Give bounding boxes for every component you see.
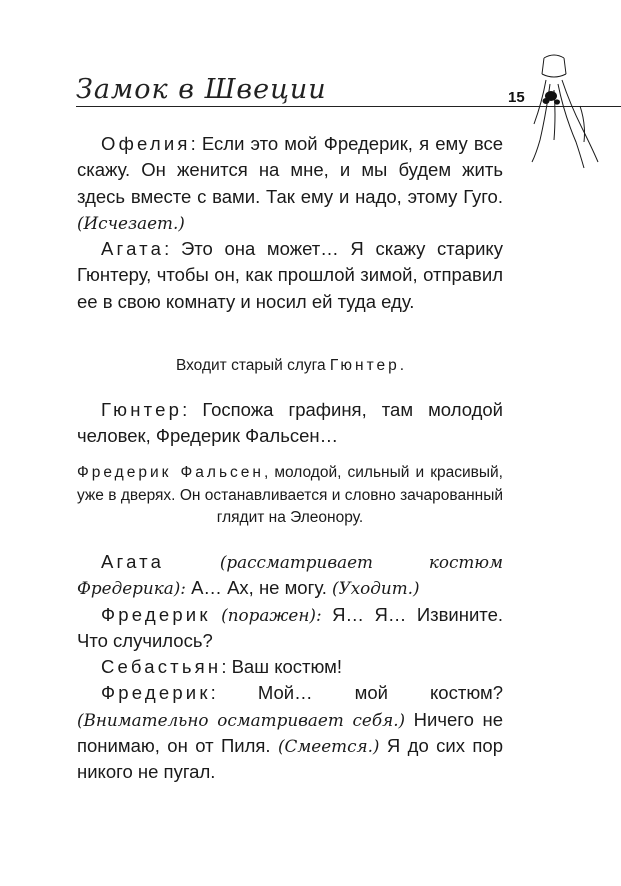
speech-text: Я до сих пор никого не пугал. <box>77 735 504 783</box>
speaker-name: Фредерик <box>101 603 211 625</box>
speech-text: : Ваш костюм! <box>221 656 343 678</box>
speech-text: Ничего не понимаю, он от Пиля. <box>77 708 503 757</box>
speech-text: : Мой… мой костюм? <box>210 682 503 704</box>
speaker-name: Офелия <box>101 133 191 154</box>
dialogue-middle <box>77 397 503 450</box>
speaker-name: Агата <box>101 238 165 260</box>
speech-text: : Госпожа графиня, там молодой человек, Фредерик Фальсен… <box>77 399 503 447</box>
speech-sebastian <box>77 654 503 680</box>
stage-direction: (Смеется.) <box>278 736 380 757</box>
speech-text: : Если это мой Фредерик, я ему все скажу. Он женится на мне, и мы будем жить здесь вместе с вами. Так ему и надо, этому Гуго. <box>77 133 503 207</box>
stage-direction: (поражен): <box>221 604 322 625</box>
speech-frederik-2 <box>77 680 503 785</box>
speaker-name: Себастьян <box>101 656 222 678</box>
speech-ofelia <box>77 131 503 236</box>
speech-text: А… Ах, не могу. <box>185 577 333 599</box>
stage-text-end: . <box>399 357 405 374</box>
speech-agata <box>77 236 503 315</box>
stage-text: , молодой, сильный и красивый, уже в дверях. Он останавливается и словно зачарованный глядит на Элеонору. <box>77 464 503 526</box>
speaker-name: Гюнтер <box>101 399 183 420</box>
stage-direction: (Уходит.) <box>332 578 420 599</box>
dress-illustration <box>520 44 620 184</box>
speaker-name: Агата <box>101 551 165 572</box>
speech-text: : Это она может… Я скажу старику Гюнтеру, чтобы он, как прошлой зимой, отправил ее в свою комнату и носил ей туда еду. <box>77 238 503 312</box>
speech-frederik <box>77 602 503 655</box>
stage-character: Фредерик Фальсен <box>77 464 264 481</box>
stage-direction-frederik <box>77 462 503 530</box>
stage-character: Гюнтер <box>329 357 400 374</box>
stage-direction: (Исчезает.) <box>77 212 185 233</box>
running-title: Замок в Швеции <box>76 74 327 105</box>
page-number: 15 <box>508 89 525 106</box>
stage-direction: (рассматривает костюм Фредерика): <box>77 552 503 599</box>
stage-text: Входит старый слуга <box>175 357 330 374</box>
stage-direction-entry <box>77 355 503 378</box>
speaker-name: Фредерик <box>101 682 211 704</box>
stage-direction: (Внимательно осматривает себя.) <box>77 709 406 730</box>
speech-agata-2 <box>77 549 503 602</box>
speech-gunter <box>77 397 503 450</box>
speech-text: Я… Я… Извините. Что случилось? <box>77 603 504 651</box>
dialogue-bottom <box>77 549 503 786</box>
dialogue-top <box>77 131 503 315</box>
